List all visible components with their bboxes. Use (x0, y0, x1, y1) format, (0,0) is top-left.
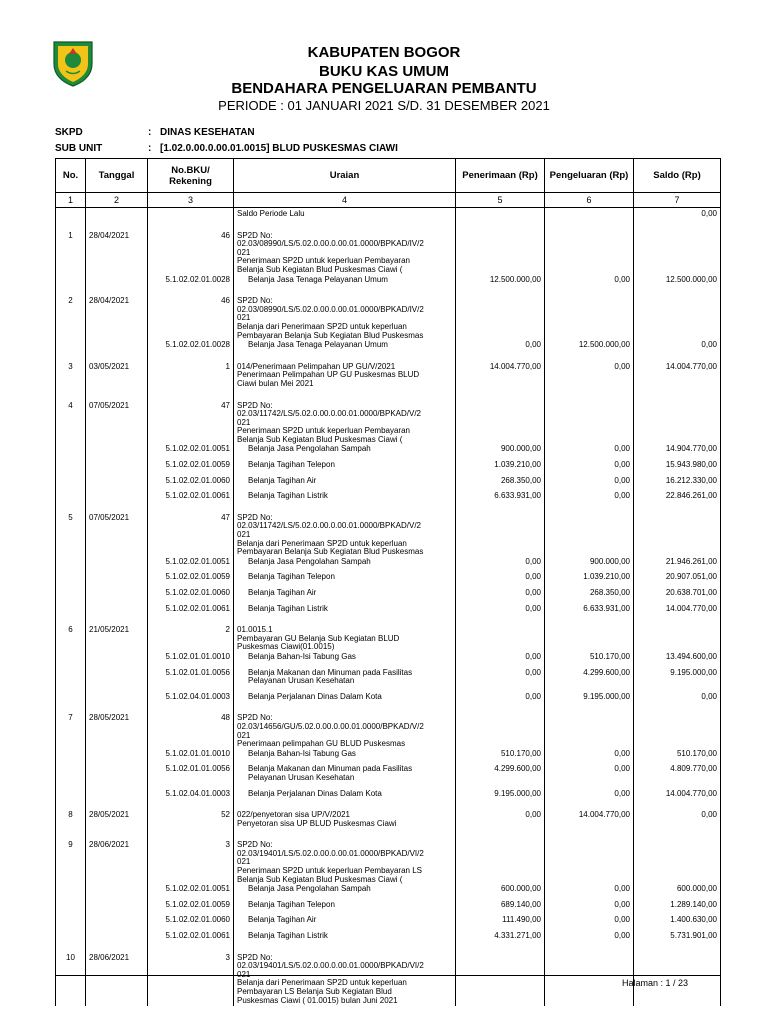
table-row (56, 620, 721, 653)
table-row (56, 477, 721, 487)
row-balance (634, 620, 721, 653)
row-expenditure: 0,00 (545, 765, 634, 783)
row-ref: 1 (148, 357, 234, 390)
table-row (56, 653, 721, 663)
row-no (56, 605, 86, 615)
row-balance: 9.195.000,00 (634, 669, 721, 687)
row-no (56, 885, 86, 895)
row-date: 28/05/2021 (86, 805, 148, 829)
column-header-row (56, 159, 721, 193)
row-receipt: 0,00 (456, 558, 545, 568)
row-receipt (456, 226, 545, 276)
row-no (56, 461, 86, 471)
row-ref: 46 (148, 226, 234, 276)
row-balance (634, 291, 721, 341)
row-description: Belanja Bahan-Isi Tabung Gas (234, 750, 456, 760)
row-receipt: 4.331.271,00 (456, 932, 545, 942)
row-date (86, 461, 148, 471)
row-date: 28/04/2021 (86, 291, 148, 341)
row-expenditure: 0,00 (545, 477, 634, 487)
row-receipt: 9.195.000,00 (456, 790, 545, 800)
row-no (56, 477, 86, 487)
table-row (56, 750, 721, 760)
row-date: 28/04/2021 (86, 226, 148, 276)
row-description: Saldo Periode Lalu (234, 208, 456, 220)
row-no (56, 492, 86, 502)
row-description: Belanja Tagihan Air (234, 477, 456, 487)
row-expenditure (545, 948, 634, 1007)
row-description: 014/Penerimaan Pelimpahan UP GU/V/2021 Penerimaan Pelimpahan UP GU Puskesmas BLUD Ciawi bulan Mei 2021 (234, 357, 456, 390)
row-no: 10 (56, 948, 86, 1007)
row-date (86, 693, 148, 703)
row-ref: 5.1.02.02.01.0051 (148, 558, 234, 568)
row-receipt: 1.039.210,00 (456, 461, 545, 471)
row-receipt: 0,00 (456, 573, 545, 583)
col-number: 2 (86, 193, 148, 208)
col-number: 7 (634, 193, 721, 208)
row-balance: 20.638.701,00 (634, 589, 721, 599)
row-description: Belanja Tagihan Listrik (234, 932, 456, 942)
row-balance: 21.946.261,00 (634, 558, 721, 568)
table-row (56, 835, 721, 885)
row-no (56, 208, 86, 220)
row-ref: 5.1.02.01.01.0056 (148, 669, 234, 687)
skpd-colon: : (148, 127, 152, 138)
row-expenditure (545, 708, 634, 749)
footer-rule (55, 975, 720, 976)
row-date (86, 492, 148, 502)
row-expenditure: 0,00 (545, 750, 634, 760)
row-date (86, 208, 148, 220)
row-balance: 14.004.770,00 (634, 790, 721, 800)
row-date (86, 589, 148, 599)
row-description: SP2D No: 02.03/11742/LS/5.02.0.00.0.00.01.0000/BPKAD/V/2 021 Penerimaan SP2D untuk keperluan Pembayaran Belanja Sub Kegiatan Blud Puskesmas Ciawi ( (234, 396, 456, 446)
row-receipt: 900.000,00 (456, 445, 545, 455)
row-expenditure: 0,00 (545, 461, 634, 471)
row-expenditure: 510.170,00 (545, 653, 634, 663)
row-date (86, 653, 148, 663)
table-row (56, 276, 721, 286)
row-no (56, 653, 86, 663)
row-description: Belanja Tagihan Listrik (234, 605, 456, 615)
table-row (56, 916, 721, 926)
table-row (56, 805, 721, 829)
row-description: Belanja Tagihan Telepon (234, 461, 456, 471)
row-description: 01.0015.1 Pembayaran GU Belanja Sub Kegiatan BLUD Puskesmas Ciawi(01.0015) (234, 620, 456, 653)
row-description: Belanja Jasa Tenaga Pelayanan Umum (234, 341, 456, 351)
row-no (56, 790, 86, 800)
row-receipt (456, 291, 545, 341)
row-balance: 22.846.261,00 (634, 492, 721, 502)
row-receipt: 0,00 (456, 693, 545, 703)
row-expenditure: 6.633.931,00 (545, 605, 634, 615)
row-receipt: 111.490,00 (456, 916, 545, 926)
row-ref: 5.1.02.02.01.0061 (148, 932, 234, 942)
row-no (56, 276, 86, 286)
row-expenditure: 12.500.000,00 (545, 341, 634, 351)
row-expenditure (545, 226, 634, 276)
table-row (56, 765, 721, 783)
row-no (56, 765, 86, 783)
row-date (86, 916, 148, 926)
table-row (56, 492, 721, 502)
row-date (86, 790, 148, 800)
row-date (86, 765, 148, 783)
col-header-no: No. (56, 159, 86, 193)
row-no: 4 (56, 396, 86, 446)
table-row (56, 589, 721, 599)
row-balance: 0,00 (634, 693, 721, 703)
row-no: 7 (56, 708, 86, 749)
row-expenditure: 0,00 (545, 932, 634, 942)
row-balance: 4.809.770,00 (634, 765, 721, 783)
row-receipt (456, 396, 545, 446)
row-no: 9 (56, 835, 86, 885)
row-description: Belanja Bahan-Isi Tabung Gas (234, 653, 456, 663)
row-expenditure: 9.195.000,00 (545, 693, 634, 703)
row-date (86, 341, 148, 351)
skpd-label: SKPD (55, 127, 83, 138)
row-receipt (456, 835, 545, 885)
row-date (86, 885, 148, 895)
table-row (56, 291, 721, 341)
row-no (56, 445, 86, 455)
row-receipt: 0,00 (456, 805, 545, 829)
col-number: 5 (456, 193, 545, 208)
row-description: SP2D No: 02.03/14656/GU/5.02.0.00.0.00.01.0000/BPKAD/V/2 021 Penerimaan pelimpahan GU BLUD Puskesmas (234, 708, 456, 749)
row-date (86, 276, 148, 286)
row-expenditure: 0,00 (545, 885, 634, 895)
row-no (56, 669, 86, 687)
row-description: Belanja Tagihan Telepon (234, 901, 456, 911)
row-expenditure (545, 291, 634, 341)
subunit-colon: : (148, 143, 152, 154)
row-description: SP2D No: 02.03/19401/LS/5.02.0.00.0.00.01.0000/BPKAD/VI/2 021 Penerimaan SP2D untuk keperluan Pembayaran LS Belanja Sub Kegiatan Blud Puskesmas Ciawi ( (234, 835, 456, 885)
row-receipt: 0,00 (456, 653, 545, 663)
row-ref: 5.1.02.02.01.0059 (148, 901, 234, 911)
row-expenditure: 4.299.600,00 (545, 669, 634, 687)
row-receipt: 0,00 (456, 589, 545, 599)
row-ref: 3 (148, 835, 234, 885)
row-receipt (456, 208, 545, 220)
row-expenditure: 14.004.770,00 (545, 805, 634, 829)
row-expenditure (545, 208, 634, 220)
row-balance (634, 708, 721, 749)
row-expenditure (545, 620, 634, 653)
row-receipt: 0,00 (456, 669, 545, 687)
table-row (56, 885, 721, 895)
row-expenditure: 268.350,00 (545, 589, 634, 599)
row-balance: 16.212.330,00 (634, 477, 721, 487)
row-description: SP2D No: 02.03/08990/LS/5.02.0.00.0.00.01.0000/BPKAD/IV/2 021 Penerimaan SP2D untuk keperluan Pembayaran Belanja Sub Kegiatan Blud Puskesmas Ciawi ( (234, 226, 456, 276)
row-ref: 5.1.02.04.01.0003 (148, 693, 234, 703)
row-date: 28/06/2021 (86, 835, 148, 885)
row-balance: 0,00 (634, 805, 721, 829)
row-date: 07/05/2021 (86, 508, 148, 558)
row-description: SP2D No: 02.03/08990/LS/5.02.0.00.0.00.01.0000/BPKAD/IV/2 021 Belanja dari Penerimaan SP2D untuk keperluan Pembayaran Belanja Sub Kegiatan Blud Puskesmas (234, 291, 456, 341)
table-row (56, 226, 721, 276)
row-description: Belanja Makanan dan Minuman pada Fasilitas Pelayanan Urusan Kesehatan (234, 765, 456, 783)
regency-title: KABUPATEN BOGOR (307, 44, 461, 61)
row-ref: 5.1.02.02.01.0061 (148, 605, 234, 615)
row-ref: 5.1.02.02.01.0060 (148, 477, 234, 487)
col-header-expenditure: Pengeluaran (Rp) (545, 159, 634, 193)
table-row (56, 357, 721, 390)
row-date: 21/05/2021 (86, 620, 148, 653)
subunit-label: SUB UNIT (55, 143, 103, 154)
row-no (56, 750, 86, 760)
row-date (86, 605, 148, 615)
skpd-value: DINAS KESEHATAN (160, 127, 255, 138)
table-row (56, 901, 721, 911)
row-description: Belanja Tagihan Air (234, 589, 456, 599)
col-header-date: Tanggal (86, 159, 148, 193)
table-row (56, 341, 721, 351)
table-row (56, 948, 721, 1007)
row-receipt: 600.000,00 (456, 885, 545, 895)
row-no (56, 932, 86, 942)
row-date (86, 669, 148, 687)
row-receipt: 510.170,00 (456, 750, 545, 760)
row-date: 07/05/2021 (86, 396, 148, 446)
row-balance: 15.943.980,00 (634, 461, 721, 471)
row-no: 2 (56, 291, 86, 341)
row-expenditure: 0,00 (545, 901, 634, 911)
row-receipt: 268.350,00 (456, 477, 545, 487)
row-receipt: 14.004.770,00 (456, 357, 545, 390)
row-no (56, 341, 86, 351)
row-balance (634, 508, 721, 558)
row-date: 03/05/2021 (86, 357, 148, 390)
row-ref: 5.1.02.02.01.0059 (148, 573, 234, 583)
row-balance (634, 396, 721, 446)
row-no: 5 (56, 508, 86, 558)
row-balance: 13.494.600,00 (634, 653, 721, 663)
table-row (56, 508, 721, 558)
row-description: 022/penyetoran sisa UP/V/2021 Penyetoran sisa UP BLUD Puskesmas Ciawi (234, 805, 456, 829)
row-balance (634, 835, 721, 885)
col-header-description: Uraian (234, 159, 456, 193)
row-expenditure (545, 835, 634, 885)
row-ref: 3 (148, 948, 234, 1007)
row-ref: 48 (148, 708, 234, 749)
row-balance: 14.004.770,00 (634, 357, 721, 390)
table-row (56, 208, 721, 220)
row-date: 28/05/2021 (86, 708, 148, 749)
row-no (56, 916, 86, 926)
row-receipt (456, 948, 545, 1007)
table-row (56, 558, 721, 568)
row-receipt (456, 708, 545, 749)
row-no (56, 589, 86, 599)
row-balance: 12.500.000,00 (634, 276, 721, 286)
table-row (56, 693, 721, 703)
row-expenditure (545, 396, 634, 446)
row-no (56, 693, 86, 703)
col-header-ref: No.BKU/ Rekening (148, 159, 234, 193)
row-expenditure: 0,00 (545, 916, 634, 926)
row-balance: 14.004.770,00 (634, 605, 721, 615)
row-ref: 5.1.02.02.01.0059 (148, 461, 234, 471)
row-ref: 52 (148, 805, 234, 829)
row-ref (148, 208, 234, 220)
row-receipt: 6.633.931,00 (456, 492, 545, 502)
row-description: Belanja Tagihan Listrik (234, 492, 456, 502)
row-no: 3 (56, 357, 86, 390)
row-ref: 47 (148, 396, 234, 446)
row-receipt: 689.140,00 (456, 901, 545, 911)
row-expenditure: 0,00 (545, 276, 634, 286)
row-ref: 46 (148, 291, 234, 341)
col-number: 3 (148, 193, 234, 208)
column-number-row (56, 193, 721, 208)
row-expenditure: 0,00 (545, 445, 634, 455)
row-ref: 5.1.02.01.01.0010 (148, 750, 234, 760)
row-description: Belanja Jasa Pengolahan Sampah (234, 445, 456, 455)
row-ref: 5.1.02.01.01.0056 (148, 765, 234, 783)
row-description: Belanja Jasa Pengolahan Sampah (234, 558, 456, 568)
row-ref: 5.1.02.04.01.0003 (148, 790, 234, 800)
table-row (56, 396, 721, 446)
row-receipt: 4.299.600,00 (456, 765, 545, 783)
row-no: 8 (56, 805, 86, 829)
skpd-line (55, 127, 255, 138)
row-no: 6 (56, 620, 86, 653)
row-no (56, 558, 86, 568)
row-receipt (456, 620, 545, 653)
row-balance: 1.289.140,00 (634, 901, 721, 911)
row-receipt: 0,00 (456, 605, 545, 615)
table-row (56, 605, 721, 615)
row-ref: 47 (148, 508, 234, 558)
row-ref: 2 (148, 620, 234, 653)
col-number: 4 (234, 193, 456, 208)
row-ref: 5.1.02.02.01.0060 (148, 916, 234, 926)
row-expenditure: 0,00 (545, 790, 634, 800)
table-row (56, 573, 721, 583)
row-receipt (456, 508, 545, 558)
row-balance (634, 226, 721, 276)
period-text: PERIODE : 01 JANUARI 2021 S/D. 31 DESEMBER 2021 (218, 98, 550, 113)
row-description: Belanja Perjalanan Dinas Dalam Kota (234, 790, 456, 800)
col-number: 6 (545, 193, 634, 208)
row-date (86, 573, 148, 583)
table-row (56, 445, 721, 455)
row-ref: 5.1.02.02.01.0028 (148, 341, 234, 351)
row-balance: 510.170,00 (634, 750, 721, 760)
row-date (86, 477, 148, 487)
row-balance: 0,00 (634, 341, 721, 351)
table-row (56, 932, 721, 942)
row-date: 28/06/2021 (86, 948, 148, 1007)
table-body (56, 208, 721, 1007)
row-date (86, 901, 148, 911)
row-receipt: 0,00 (456, 341, 545, 351)
row-description: Belanja Jasa Pengolahan Sampah (234, 885, 456, 895)
row-date (86, 932, 148, 942)
table-row (56, 708, 721, 749)
row-balance (634, 948, 721, 1007)
row-expenditure: 1.039.210,00 (545, 573, 634, 583)
cash-book-table (55, 158, 721, 1006)
row-ref: 5.1.02.02.01.0051 (148, 445, 234, 455)
row-balance: 5.731.901,00 (634, 932, 721, 942)
row-expenditure: 900.000,00 (545, 558, 634, 568)
row-description: SP2D No: 02.03/11742/LS/5.02.0.00.0.00.01.0000/BPKAD/V/2 021 Belanja dari Penerimaan SP2D untuk keperluan Pembayaran Belanja Sub Kegiatan Blud Puskesmas (234, 508, 456, 558)
row-expenditure: 0,00 (545, 492, 634, 502)
col-header-balance: Saldo (Rp) (634, 159, 721, 193)
row-date (86, 558, 148, 568)
subunit-value: [1.02.0.00.0.00.01.0015] BLUD PUSKESMAS CIAWI (160, 143, 398, 154)
row-date (86, 750, 148, 760)
table-row (56, 790, 721, 800)
row-receipt: 12.500.000,00 (456, 276, 545, 286)
row-no (56, 901, 86, 911)
row-description: SP2D No: 02.03/19401/LS/5.02.0.00.0.00.01.0000/BPKAD/VI/2 021 Belanja dari Penerimaan SP2D untuk keperluan Pembayaran LS Belanja Sub Kegiatan Blud Puskesmas Ciawi ( 01.0015) bulan Juni 2021 (234, 948, 456, 1007)
row-balance: 20.907.051,00 (634, 573, 721, 583)
col-number: 1 (56, 193, 86, 208)
row-description: Belanja Perjalanan Dinas Dalam Kota (234, 693, 456, 703)
treasurer-title: BENDAHARA PENGELUARAN PEMBANTU (231, 80, 537, 97)
row-description: Belanja Jasa Tenaga Pelayanan Umum (234, 276, 456, 286)
page-number: Halaman : 1 / 23 (622, 978, 689, 988)
table-row (56, 461, 721, 471)
row-balance: 1.400.630,00 (634, 916, 721, 926)
table-row (56, 669, 721, 687)
row-ref: 5.1.02.02.01.0060 (148, 589, 234, 599)
row-balance: 600.000,00 (634, 885, 721, 895)
row-expenditure (545, 508, 634, 558)
row-balance: 14.904.770,00 (634, 445, 721, 455)
row-date (86, 445, 148, 455)
row-description: Belanja Tagihan Telepon (234, 573, 456, 583)
row-ref: 5.1.02.01.01.0010 (148, 653, 234, 663)
row-no: 1 (56, 226, 86, 276)
row-description: Belanja Tagihan Air (234, 916, 456, 926)
row-expenditure: 0,00 (545, 357, 634, 390)
row-ref: 5.1.02.02.01.0061 (148, 492, 234, 502)
col-header-receipts: Penerimaan (Rp) (456, 159, 545, 193)
subunit-line (55, 143, 398, 154)
row-description: Belanja Makanan dan Minuman pada Fasilitas Pelayanan Urusan Kesehatan (234, 669, 456, 687)
row-ref: 5.1.02.02.01.0028 (148, 276, 234, 286)
row-no (56, 573, 86, 583)
book-title: BUKU KAS UMUM (319, 63, 449, 80)
row-ref: 5.1.02.02.01.0051 (148, 885, 234, 895)
row-balance: 0,00 (634, 208, 721, 220)
